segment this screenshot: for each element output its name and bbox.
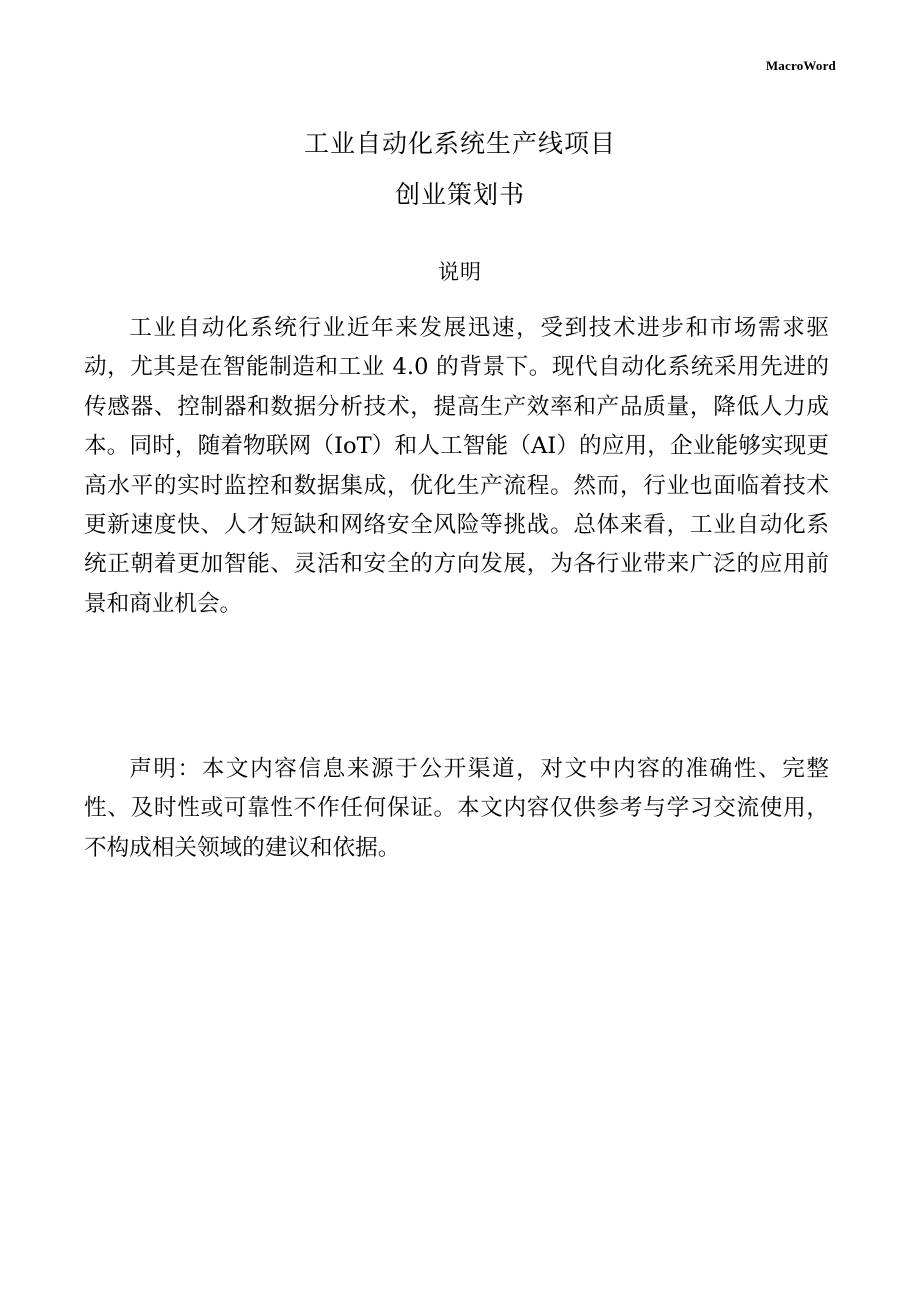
- header-brand: MacroWord: [765, 58, 836, 73]
- document-title-line1: 工业自动化系统生产线项目: [303, 129, 616, 158]
- body-paragraph-disclaimer: 声明：本文内容信息来源于公开渠道，对文中内容的准确性、完整性、及时性或可靠性不作任何保证。本文内容仅供参考与学习交流使用，不构成相关领域的建议和依据。: [84, 756, 829, 861]
- document-title-line2: 创业策划书: [394, 180, 525, 209]
- body-paragraph-description: 工业自动化系统行业近年来发展迅速，受到技术进步和市场需求驱动，尤其是在智能制造和工业 4.0 的背景下。现代自动化系统采用先进的传感器、控制器和数据分析技术，提高生产效率和产品质量，降低人力成本。同时，随着物联网（IoT）和人工智能（AI）的应用，企业能够实现更高水平的实时监控和数据集成，优化生产流程。然而，行业也面临着技术更新速度快、人才短缺和网络安全风险等挑战。总体来看，工业自动化系统正朝着更加智能、灵活和安全的方向发展，为各行业带来广泛的应用前景和商业机会。: [84, 315, 829, 617]
- section-heading: 说明: [438, 260, 482, 284]
